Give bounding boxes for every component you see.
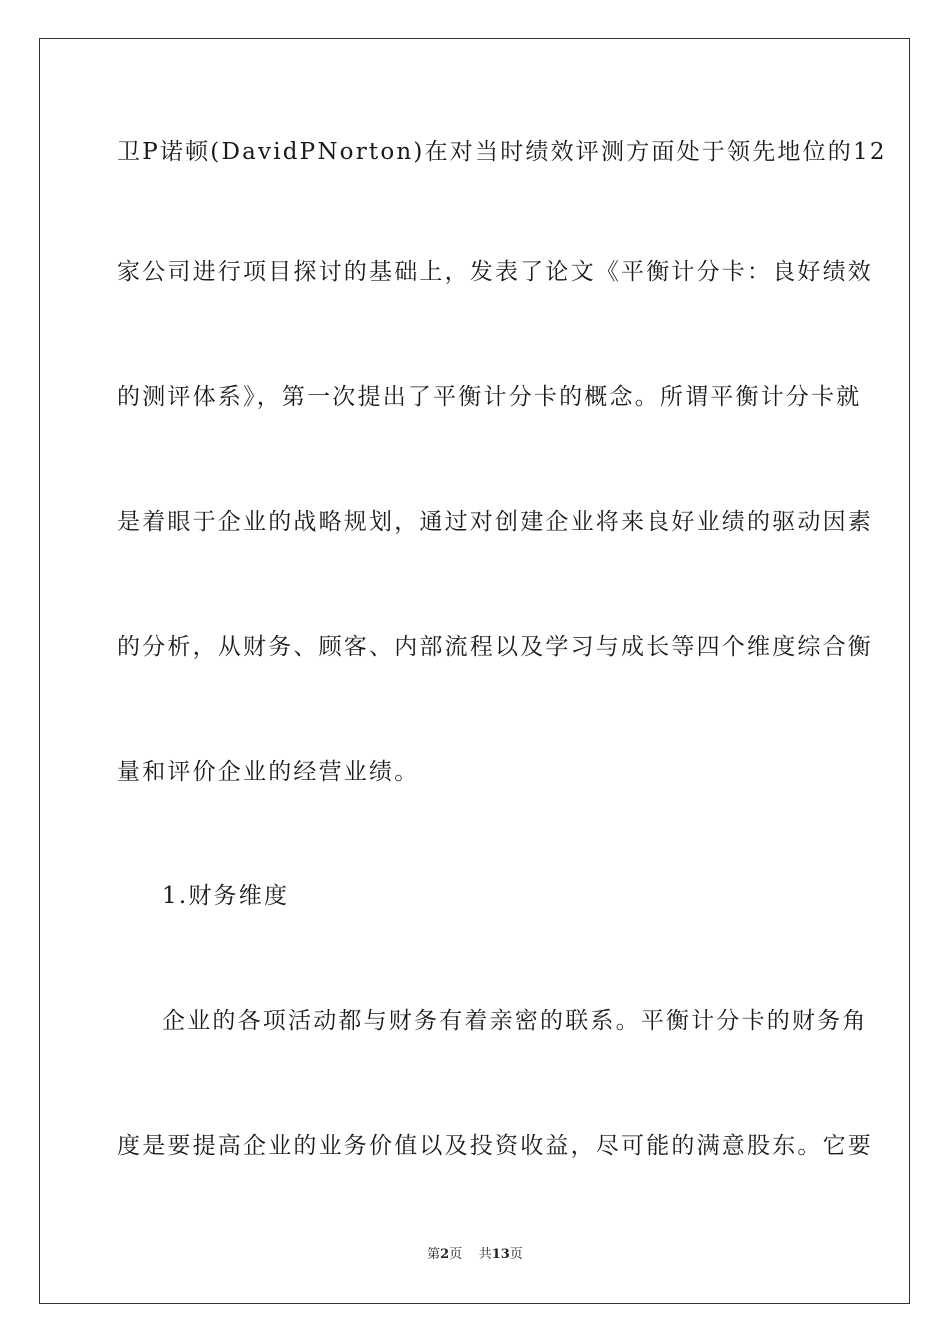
- footer-total-pages: 13: [491, 1247, 510, 1262]
- text-line: 的分析，从财务、顾客、内部流程以及学习与成长等四个维度综合衡: [117, 634, 873, 660]
- text-line: 的测评体系》，第一次提出了平衡计分卡的概念。所谓平衡计分卡就: [117, 384, 862, 410]
- footer-page-number: 2: [440, 1247, 450, 1262]
- page-footer: [0, 1246, 950, 1264]
- text-line: 度是要提高企业的业务价值以及投资收益，尽可能的满意股东。它要: [117, 1133, 873, 1159]
- page-border: [39, 38, 910, 1304]
- text-line: 企业的各项活动都与财务有着亲密的联系。平衡计分卡的财务角: [162, 1008, 868, 1034]
- text-line: 家公司进行项目探讨的基础上，发表了论文《平衡计分卡：良好绩效: [117, 259, 873, 285]
- section-heading: 1.财务维度: [162, 883, 290, 909]
- text-line: 卫P诺顿(DavidPNorton)在对当时绩效评测方面处于领先地位的12: [117, 139, 887, 165]
- text-line: 是着眼于企业的战略规划，通过对创建企业将来良好业绩的驱动因素: [117, 509, 873, 535]
- footer-page-suffix: 页: [449, 1247, 463, 1262]
- text-line: 量和评价企业的经营业绩。: [117, 759, 420, 785]
- footer-total-prefix: 共: [478, 1247, 492, 1262]
- footer-total-suffix: 页: [509, 1247, 523, 1262]
- footer-prefix: 第: [427, 1247, 441, 1262]
